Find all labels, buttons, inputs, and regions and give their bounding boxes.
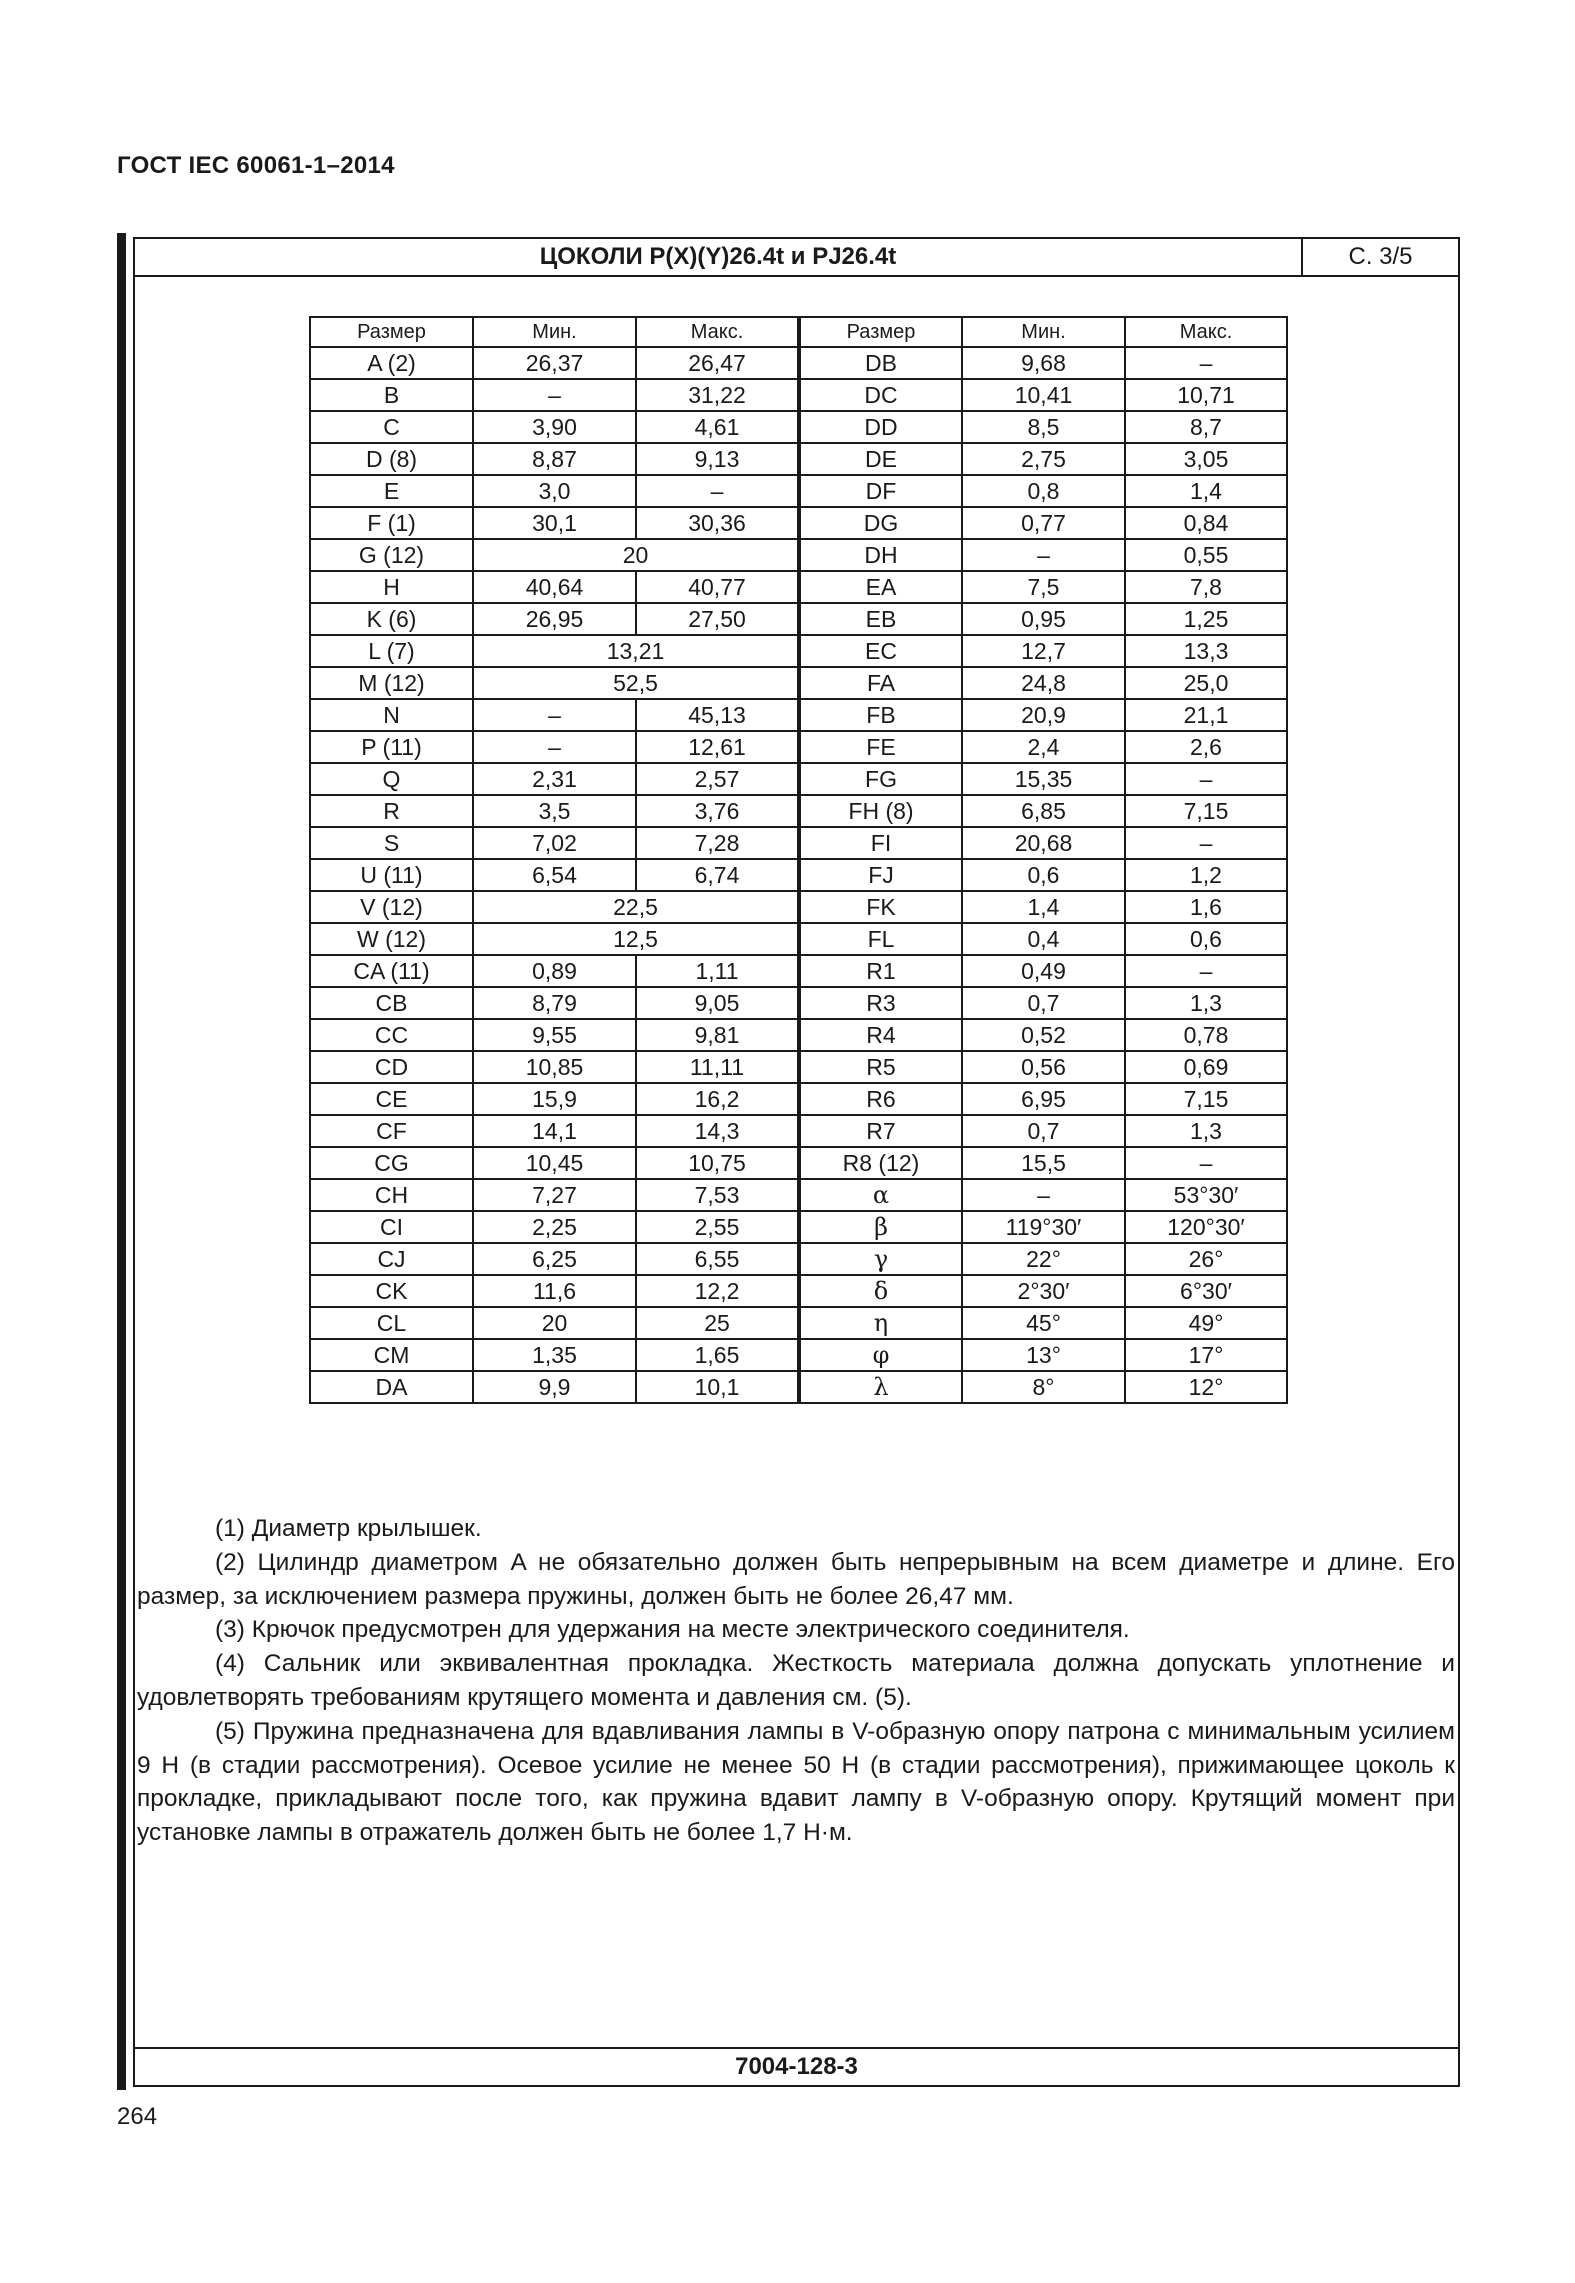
max-cell: 1,65 <box>636 1339 799 1371</box>
dimension-cell: M (12) <box>310 667 473 699</box>
dimension-cell: R5 <box>799 1051 962 1083</box>
dimension-cell: CI <box>310 1211 473 1243</box>
max-cell: 13,3 <box>1125 635 1287 667</box>
min-cell: 8° <box>962 1371 1125 1403</box>
dimension-cell: CD <box>310 1051 473 1083</box>
dimension-cell: R <box>310 795 473 827</box>
min-cell: 6,85 <box>962 795 1125 827</box>
dimension-cell: R4 <box>799 1019 962 1051</box>
min-cell: 0,6 <box>962 859 1125 891</box>
min-cell: 24,8 <box>962 667 1125 699</box>
min-cell: – <box>473 731 636 763</box>
min-cell: 14,1 <box>473 1115 636 1147</box>
max-cell: 49° <box>1125 1307 1287 1339</box>
table-row <box>310 379 1287 411</box>
column-header: Мин. <box>962 317 1125 347</box>
min-cell: 0,89 <box>473 955 636 987</box>
max-cell: 6°30′ <box>1125 1275 1287 1307</box>
max-cell: 2,57 <box>636 763 799 795</box>
dimension-cell: FE <box>799 731 962 763</box>
max-cell: 0,55 <box>1125 539 1287 571</box>
table-row <box>310 1339 1287 1371</box>
max-cell: 12° <box>1125 1371 1287 1403</box>
sheet-title-bar <box>135 239 1458 277</box>
dimension-cell: DB <box>799 347 962 379</box>
table-row <box>310 1275 1287 1307</box>
dimension-cell: EC <box>799 635 962 667</box>
max-cell: 10,71 <box>1125 379 1287 411</box>
min-cell: 3,5 <box>473 795 636 827</box>
dimension-cell: R6 <box>799 1083 962 1115</box>
dimension-cell: F (1) <box>310 507 473 539</box>
max-cell: 3,76 <box>636 795 799 827</box>
dimension-cell: P (11) <box>310 731 473 763</box>
table-row <box>310 731 1287 763</box>
table-row <box>310 667 1287 699</box>
min-cell: 10,45 <box>473 1147 636 1179</box>
max-cell: 10,75 <box>636 1147 799 1179</box>
min-cell: 3,0 <box>473 475 636 507</box>
min-cell: 26,37 <box>473 347 636 379</box>
dimension-cell: λ <box>799 1371 962 1403</box>
max-cell: 1,4 <box>1125 475 1287 507</box>
table-row <box>310 347 1287 379</box>
dimension-cell: CG <box>310 1147 473 1179</box>
max-cell: 40,77 <box>636 571 799 603</box>
dimension-cell: CK <box>310 1275 473 1307</box>
min-cell: 119°30′ <box>962 1211 1125 1243</box>
table-header-row <box>310 317 1287 347</box>
min-cell: 6,54 <box>473 859 636 891</box>
dimension-cell: CE <box>310 1083 473 1115</box>
min-cell: 7,27 <box>473 1179 636 1211</box>
dimension-cell: DD <box>799 411 962 443</box>
max-cell: 1,6 <box>1125 891 1287 923</box>
max-cell: 9,05 <box>636 987 799 1019</box>
dimension-cell: φ <box>799 1339 962 1371</box>
max-cell: 3,05 <box>1125 443 1287 475</box>
column-header: Размер <box>310 317 473 347</box>
dimension-cell: A (2) <box>310 347 473 379</box>
min-cell: – <box>473 699 636 731</box>
dimension-cell: N <box>310 699 473 731</box>
min-cell: 2,75 <box>962 443 1125 475</box>
dimension-cell: FG <box>799 763 962 795</box>
min-cell: – <box>473 379 636 411</box>
document-header: ГОСТ IEC 60061-1–2014 <box>117 152 395 179</box>
max-cell: 120°30′ <box>1125 1211 1287 1243</box>
dimension-cell: CF <box>310 1115 473 1147</box>
max-cell: 0,78 <box>1125 1019 1287 1051</box>
max-cell: 12,61 <box>636 731 799 763</box>
dimension-cell: R3 <box>799 987 962 1019</box>
max-cell: 1,3 <box>1125 1115 1287 1147</box>
table-row <box>310 827 1287 859</box>
table-row <box>310 1211 1287 1243</box>
column-header: Размер <box>799 317 962 347</box>
column-header: Мин. <box>473 317 636 347</box>
table-row <box>310 763 1287 795</box>
min-cell: 13° <box>962 1339 1125 1371</box>
table-row <box>310 891 1287 923</box>
max-cell: 26° <box>1125 1243 1287 1275</box>
dimension-cell: R1 <box>799 955 962 987</box>
dimension-cell: B <box>310 379 473 411</box>
dimension-cell: FL <box>799 923 962 955</box>
min-cell: 0,95 <box>962 603 1125 635</box>
max-cell: 7,53 <box>636 1179 799 1211</box>
value-cell: 20 <box>473 539 799 571</box>
max-cell: – <box>1125 827 1287 859</box>
table-row <box>310 443 1287 475</box>
max-cell: 26,47 <box>636 347 799 379</box>
table-row <box>310 1147 1287 1179</box>
max-cell: 8,7 <box>1125 411 1287 443</box>
max-cell: – <box>636 475 799 507</box>
max-cell: 4,61 <box>636 411 799 443</box>
max-cell: 1,3 <box>1125 987 1287 1019</box>
max-cell: 16,2 <box>636 1083 799 1115</box>
table-row <box>310 571 1287 603</box>
dimension-cell: G (12) <box>310 539 473 571</box>
max-cell: – <box>1125 347 1287 379</box>
table-row <box>310 1051 1287 1083</box>
max-cell: 6,55 <box>636 1243 799 1275</box>
footnote: (5) Пружина предназначена для вдавливания лампы в V-образную опору патрона с минимальным усилием 9 Н (в стадии рассмотрения). Осевое усилие не менее 50 Н (в стадии рассмотрения), прижимающее цоколь к прокладке, прикладывают после того, как пружина вдавит лампу в V-образную опору. Крутящий момент при установке лампы в отражатель должен быть не более 1,7 Н·м. <box>137 1717 1455 1847</box>
dimension-cell: EB <box>799 603 962 635</box>
min-cell: – <box>962 1179 1125 1211</box>
min-cell: 3,90 <box>473 411 636 443</box>
max-cell: 1,11 <box>636 955 799 987</box>
dimension-cell: α <box>799 1179 962 1211</box>
sheet-footer-code: 7004-128-3 <box>135 2047 1458 2085</box>
max-cell: 53°30′ <box>1125 1179 1287 1211</box>
sheet-title: ЦОКОЛИ P(X)(Y)26.4t и PJ26.4t <box>539 243 897 270</box>
table-row <box>310 1083 1287 1115</box>
dimension-cell: K (6) <box>310 603 473 635</box>
table-row <box>310 1179 1287 1211</box>
table-row <box>310 539 1287 571</box>
value-cell: 52,5 <box>473 667 799 699</box>
dimension-cell: η <box>799 1307 962 1339</box>
max-cell: 11,11 <box>636 1051 799 1083</box>
dimension-cell: R7 <box>799 1115 962 1147</box>
column-header: Макс. <box>1125 317 1287 347</box>
min-cell: 7,5 <box>962 571 1125 603</box>
dimension-cell: CJ <box>310 1243 473 1275</box>
footnote: (1) Диаметр крылышек. <box>215 1515 482 1542</box>
max-cell: 7,15 <box>1125 1083 1287 1115</box>
dimension-cell: DC <box>799 379 962 411</box>
dimension-cell: L (7) <box>310 635 473 667</box>
min-cell: – <box>962 539 1125 571</box>
table-row <box>310 603 1287 635</box>
min-cell: 12,7 <box>962 635 1125 667</box>
min-cell: 11,6 <box>473 1275 636 1307</box>
column-header: Макс. <box>636 317 799 347</box>
dimension-cell: V (12) <box>310 891 473 923</box>
min-cell: 26,95 <box>473 603 636 635</box>
table-row <box>310 1115 1287 1147</box>
dimension-cell: δ <box>799 1275 962 1307</box>
dimension-cell: CC <box>310 1019 473 1051</box>
min-cell: 8,87 <box>473 443 636 475</box>
min-cell: 1,35 <box>473 1339 636 1371</box>
table-row <box>310 1243 1287 1275</box>
max-cell: 0,69 <box>1125 1051 1287 1083</box>
min-cell: 9,55 <box>473 1019 636 1051</box>
dimension-cell: C <box>310 411 473 443</box>
max-cell: 2,6 <box>1125 731 1287 763</box>
footnotes <box>137 1512 1455 1850</box>
min-cell: 10,41 <box>962 379 1125 411</box>
footnote: (2) Цилиндр диаметром A не обязательно должен быть непрерывным на всем диаметре и длине. Его размер, за исключением размера пружины, должен быть не более 26,47 мм. <box>137 1548 1455 1610</box>
max-cell: 7,8 <box>1125 571 1287 603</box>
dimensions-table <box>309 316 1288 1404</box>
min-cell: 0,77 <box>962 507 1125 539</box>
footnote: (4) Сальник или эквивалентная прокладка. Жесткость материала должна допускать уплотнение и удовлетворять требованиям крутящего момента и давления см. (5). <box>137 1650 1455 1711</box>
table-row <box>310 1019 1287 1051</box>
footnote: (3) Крючок предусмотрен для удержания на месте электрического соединителя. <box>215 1616 1130 1644</box>
max-cell: 7,28 <box>636 827 799 859</box>
max-cell: 45,13 <box>636 699 799 731</box>
min-cell: 40,64 <box>473 571 636 603</box>
dimension-cell: FH (8) <box>799 795 962 827</box>
max-cell: 17° <box>1125 1339 1287 1371</box>
min-cell: 20,9 <box>962 699 1125 731</box>
min-cell: 22° <box>962 1243 1125 1275</box>
max-cell: 10,1 <box>636 1371 799 1403</box>
max-cell: 6,74 <box>636 859 799 891</box>
min-cell: 0,4 <box>962 923 1125 955</box>
max-cell: 1,2 <box>1125 859 1287 891</box>
frame-left-thick-border <box>117 233 126 2090</box>
max-cell: 1,25 <box>1125 603 1287 635</box>
dimension-cell: Q <box>310 763 473 795</box>
table-row <box>310 923 1287 955</box>
max-cell: – <box>1125 763 1287 795</box>
min-cell: 10,85 <box>473 1051 636 1083</box>
value-cell: 13,21 <box>473 635 799 667</box>
min-cell: 20 <box>473 1307 636 1339</box>
dimension-cell: S <box>310 827 473 859</box>
max-cell: 9,81 <box>636 1019 799 1051</box>
max-cell: 25 <box>636 1307 799 1339</box>
dimension-cell: DG <box>799 507 962 539</box>
dimension-cell: DH <box>799 539 962 571</box>
dimension-cell: H <box>310 571 473 603</box>
max-cell: 30,36 <box>636 507 799 539</box>
min-cell: 6,25 <box>473 1243 636 1275</box>
table-row <box>310 859 1287 891</box>
min-cell: 2,25 <box>473 1211 636 1243</box>
dimension-cell: β <box>799 1211 962 1243</box>
table-row <box>310 411 1287 443</box>
max-cell: 0,84 <box>1125 507 1287 539</box>
min-cell: 6,95 <box>962 1083 1125 1115</box>
max-cell: 0,6 <box>1125 923 1287 955</box>
dimension-cell: CM <box>310 1339 473 1371</box>
dimension-cell: E <box>310 475 473 507</box>
dimension-cell: D (8) <box>310 443 473 475</box>
min-cell: 1,4 <box>962 891 1125 923</box>
max-cell: 9,13 <box>636 443 799 475</box>
min-cell: 0,8 <box>962 475 1125 507</box>
table-row <box>310 635 1287 667</box>
min-cell: 0,7 <box>962 1115 1125 1147</box>
min-cell: 0,7 <box>962 987 1125 1019</box>
max-cell: 2,55 <box>636 1211 799 1243</box>
min-cell: 45° <box>962 1307 1125 1339</box>
max-cell: 27,50 <box>636 603 799 635</box>
min-cell: 8,5 <box>962 411 1125 443</box>
min-cell: 0,49 <box>962 955 1125 987</box>
max-cell: 25,0 <box>1125 667 1287 699</box>
dimension-cell: FI <box>799 827 962 859</box>
dimension-cell: FA <box>799 667 962 699</box>
dimension-cell: U (11) <box>310 859 473 891</box>
table-row <box>310 1307 1287 1339</box>
table-row <box>310 1371 1287 1403</box>
table-row <box>310 507 1287 539</box>
min-cell: 2,31 <box>473 763 636 795</box>
min-cell: 20,68 <box>962 827 1125 859</box>
table-row <box>310 987 1287 1019</box>
min-cell: 9,9 <box>473 1371 636 1403</box>
dimension-cell: FJ <box>799 859 962 891</box>
min-cell: 8,79 <box>473 987 636 1019</box>
dimension-cell: FB <box>799 699 962 731</box>
min-cell: 0,56 <box>962 1051 1125 1083</box>
min-cell: 7,02 <box>473 827 636 859</box>
dimension-cell: DF <box>799 475 962 507</box>
dimension-cell: R8 (12) <box>799 1147 962 1179</box>
dimension-cell: CL <box>310 1307 473 1339</box>
min-cell: 2,4 <box>962 731 1125 763</box>
min-cell: 30,1 <box>473 507 636 539</box>
max-cell: 12,2 <box>636 1275 799 1307</box>
dimension-cell: CA (11) <box>310 955 473 987</box>
dimension-cell: γ <box>799 1243 962 1275</box>
table-row <box>310 475 1287 507</box>
max-cell: 31,22 <box>636 379 799 411</box>
max-cell: – <box>1125 955 1287 987</box>
dimension-cell: EA <box>799 571 962 603</box>
table-row <box>310 795 1287 827</box>
dimensions-table-body <box>310 347 1287 1403</box>
dimension-cell: W (12) <box>310 923 473 955</box>
min-cell: 9,68 <box>962 347 1125 379</box>
min-cell: 15,9 <box>473 1083 636 1115</box>
table-row <box>310 699 1287 731</box>
max-cell: 7,15 <box>1125 795 1287 827</box>
dimension-cell: DA <box>310 1371 473 1403</box>
value-cell: 22,5 <box>473 891 799 923</box>
min-cell: 15,5 <box>962 1147 1125 1179</box>
page-number: 264 <box>117 2103 158 2130</box>
sheet-page-ref: С. 3/5 <box>1301 239 1458 275</box>
min-cell: 2°30′ <box>962 1275 1125 1307</box>
max-cell: – <box>1125 1147 1287 1179</box>
min-cell: 0,52 <box>962 1019 1125 1051</box>
dimension-cell: FK <box>799 891 962 923</box>
dimension-cell: DE <box>799 443 962 475</box>
dimension-cell: CH <box>310 1179 473 1211</box>
max-cell: 21,1 <box>1125 699 1287 731</box>
min-cell: 15,35 <box>962 763 1125 795</box>
value-cell: 12,5 <box>473 923 799 955</box>
table-row <box>310 955 1287 987</box>
max-cell: 14,3 <box>636 1115 799 1147</box>
dimension-cell: CB <box>310 987 473 1019</box>
